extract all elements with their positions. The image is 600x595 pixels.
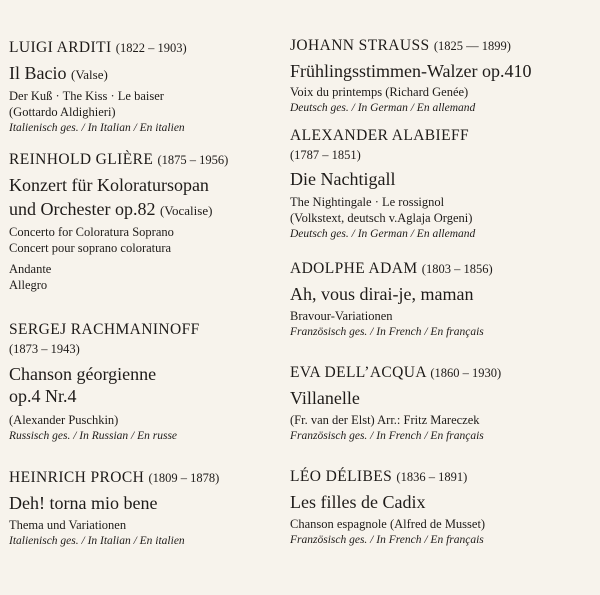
entry-strauss — [290, 36, 595, 116]
detail-line: (Fr. van der Elst) Arr.: Fritz Mareczek — [290, 413, 480, 427]
detail-line: (Gottardo Aldighieri) — [9, 105, 116, 119]
detail-line: Chanson espagnole (Alfred de Musset) — [290, 517, 486, 531]
composer-name: LÉO DÉLIBES — [290, 468, 393, 485]
language-line: Französisch ges. / In French / En français — [290, 430, 484, 442]
composer-dates: (1787 – 1851) — [290, 148, 361, 162]
composer-heading — [9, 38, 289, 58]
work-title: Villanelle — [290, 388, 360, 408]
detail-line: Voix du printemps (Richard Genée) — [290, 85, 469, 99]
entry-dellacqua — [290, 363, 595, 444]
composer-name: SERGEJ RACHMANINOFF — [9, 321, 200, 338]
composer-heading — [290, 36, 595, 56]
entry-arditi — [9, 38, 289, 136]
work-title: Ah, vous dirai-je, maman — [290, 284, 474, 304]
movement-line: Allegro — [9, 278, 48, 292]
composer-heading — [290, 363, 595, 383]
entry-adam — [290, 259, 595, 340]
language-line: Russisch ges. / In Russian / En russe — [9, 430, 178, 442]
work-title — [9, 62, 289, 86]
detail-line: (Alexander Puschkin) — [9, 413, 119, 427]
work-title-line: Konzert für Koloratursopan — [9, 175, 209, 195]
composer-name: HEINRICH PROCH — [9, 469, 145, 486]
composer-name: EVA DELL’ACQUA — [290, 364, 427, 381]
language-line: Italienisch ges. / In Italian / En italien — [9, 535, 185, 547]
detail-line: Der Kuß · The Kiss · Le baiser — [9, 89, 164, 103]
composer-heading — [9, 150, 289, 170]
detail-line: Concert pour soprano coloratura — [9, 241, 172, 255]
composer-heading — [9, 468, 289, 488]
movement-line: Andante — [9, 262, 52, 276]
composer-dates: (1875 – 1956) — [157, 153, 229, 167]
composer-dates: (1803 – 1856) — [421, 262, 493, 276]
entry-rachmaninoff — [9, 320, 289, 444]
composer-name: ALEXANDER ALABIEFF — [290, 127, 469, 144]
composer-dates: (1822 – 1903) — [115, 41, 187, 55]
work-title: Frühlingsstimmen-Walzer op.410 — [290, 61, 532, 81]
composer-name: REINHOLD GLIÈRE — [9, 151, 154, 168]
composer-name: ADOLPHE ADAM — [290, 260, 418, 277]
language-line: Italienisch ges. / In Italian / En italien — [9, 122, 185, 134]
composer-heading — [290, 467, 595, 487]
work-genre: (Valse) — [70, 67, 108, 82]
composer-name: LUIGI ARDITI — [9, 39, 112, 56]
detail-line: Bravour-Variationen — [290, 309, 393, 323]
composer-dates: (1836 – 1891) — [396, 470, 468, 484]
entry-delibes — [290, 467, 595, 548]
language-line: Deutsch ges. / In German / En allemand — [290, 228, 476, 240]
work-genre: (Vocalise) — [159, 203, 213, 218]
work-title — [9, 198, 289, 222]
work-title-line: Chanson géorgienne — [9, 364, 157, 384]
work-title-text: Il Bacio — [9, 63, 67, 83]
language-line: Französisch ges. / In French / En français — [290, 326, 484, 338]
entry-gliere — [9, 150, 289, 293]
composer-name: JOHANN STRAUSS — [290, 37, 430, 54]
work-title: Deh! torna mio bene — [9, 493, 158, 513]
detail-line: Concerto for Coloratura Soprano — [9, 225, 174, 239]
work-title-line: und Orchester op.82 — [9, 199, 156, 219]
composer-dates: (1860 – 1930) — [430, 366, 502, 380]
detail-line: Thema und Variationen — [9, 518, 127, 532]
composer-dates: (1825 — 1899) — [433, 39, 511, 53]
composer-dates: (1809 – 1878) — [148, 471, 220, 485]
entry-proch — [9, 468, 289, 549]
detail-line: (Volkstext, deutsch v.Aglaja Orgeni) — [290, 211, 473, 225]
work-title: Les filles de Cadix — [290, 492, 426, 512]
work-title-line: op.4 Nr.4 — [9, 386, 77, 406]
language-line: Französisch ges. / In French / En français — [290, 534, 484, 546]
entry-alabieff — [290, 126, 595, 242]
composer-heading — [290, 259, 595, 279]
language-line: Deutsch ges. / In German / En allemand — [290, 102, 476, 114]
detail-line: The Nightingale · Le rossignol — [290, 195, 445, 209]
work-title: Die Nachtigall — [290, 169, 396, 189]
composer-dates: (1873 – 1943) — [9, 342, 80, 356]
